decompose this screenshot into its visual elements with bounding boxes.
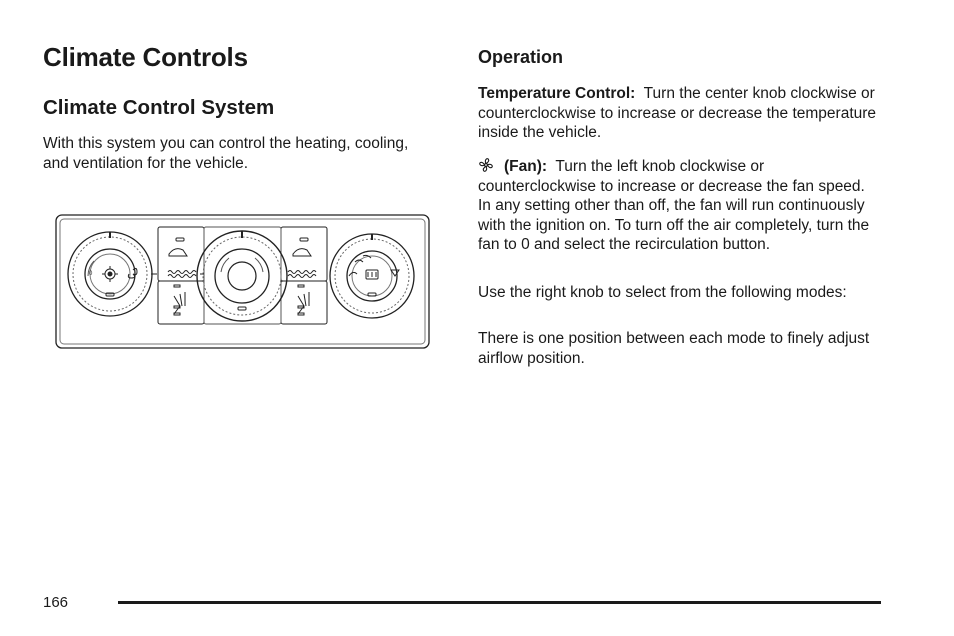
fan-paragraph	[478, 157, 878, 255]
section-heading: Climate Control System	[43, 96, 275, 119]
fan-label: (Fan):	[504, 158, 548, 175]
page-title: Climate Controls	[43, 42, 248, 72]
mode-knob	[330, 234, 414, 318]
temperature-paragraph	[478, 84, 878, 143]
temperature-knob	[197, 231, 287, 321]
fan-text: Turn the left knob clockwise or counterclockwise to increase or decrease the fan speed. In any setting other than off, the fan will run continuously with the ignition on. To turn off the air completely, turn the fan to 0 and select the recirculation button.	[478, 158, 870, 254]
operation-heading: Operation	[478, 47, 564, 67]
intro-paragraph: With this system you can control the heating, cooling, and ventilation for the vehicle.	[43, 135, 409, 172]
right-upper-button	[281, 227, 327, 281]
footer-rule	[118, 601, 881, 604]
page-number: 166	[43, 594, 69, 611]
mode-knob-paragraph: Use the right knob to select from the following modes:	[478, 284, 847, 301]
temperature-label: Temperature Control:	[478, 85, 636, 102]
airflow-position-paragraph: There is one position between each mode to finely adjust airflow position.	[478, 330, 870, 367]
temperature-text: Turn the center knob clockwise or counterclockwise to increase or decrease the temperature inside the vehicle.	[478, 85, 877, 142]
fan-knob	[68, 232, 152, 316]
svg-text:0: 0	[89, 271, 93, 277]
fan-icon	[478, 157, 494, 173]
climate-control-panel-illustration	[55, 214, 431, 350]
